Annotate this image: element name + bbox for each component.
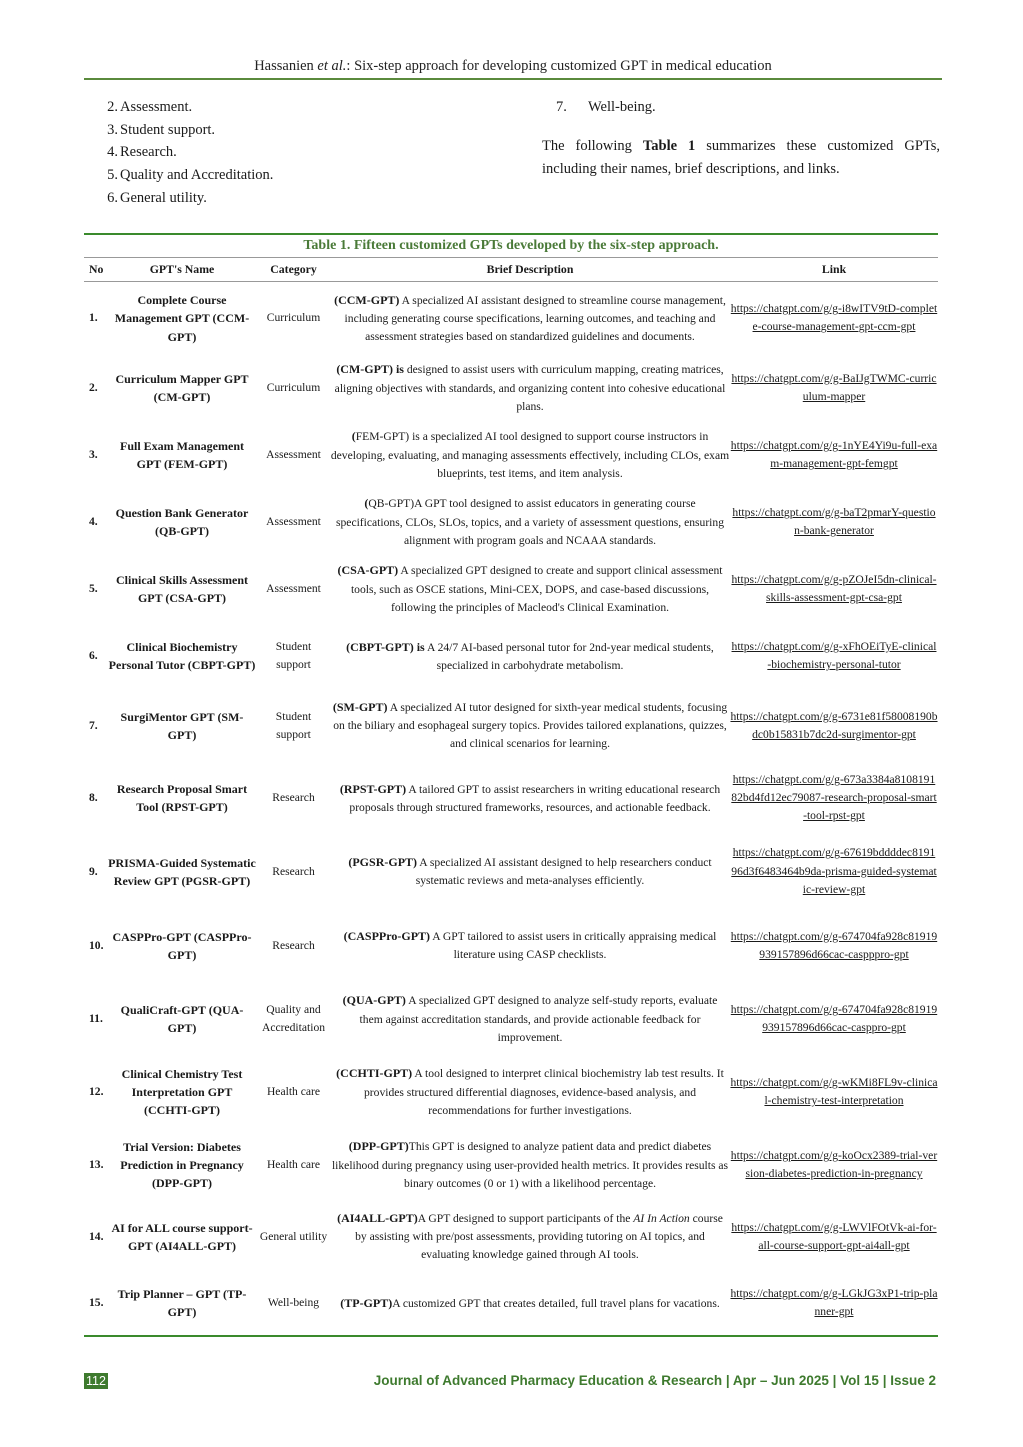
gpt-link[interactable]: https://chatgpt.com/g/g-674704fa928c81919939157896d66cac-casppro-gpt: [730, 1003, 938, 1035]
cell-category: Health care: [266, 1158, 321, 1172]
description-text: A specialized AI assistant designed to help researchers conduct systematic reviews and meta-analyses efficiently.: [415, 856, 712, 888]
cell-no: 4.: [89, 515, 98, 529]
gpt-link[interactable]: https://chatgpt.com/g/g-673a3384a810819182bd4fd12ec79087-research-proposal-smart-tool-rpst-gpt: [731, 772, 937, 823]
header-name: GPT's Name: [107, 258, 257, 282]
cell-description: [330, 1272, 730, 1335]
cell-no: 11.: [89, 1012, 103, 1026]
cell-link: [730, 909, 938, 983]
gpt-abbreviation: (SM-GPT): [332, 699, 388, 714]
running-head-title: : Six-step approach for developing customized GPT in medical education: [346, 58, 772, 74]
table-row: [84, 1056, 938, 1129]
table-reference: Table 1: [642, 137, 696, 154]
left-column: [84, 96, 494, 210]
table-row: [84, 1272, 938, 1335]
table-row: [84, 909, 938, 983]
gpt-link[interactable]: https://chatgpt.com/g/g-koOcx2389-trial-version-diabetes-prediction-in-pregnancy: [730, 1149, 938, 1181]
table-row: [84, 489, 938, 556]
table-row: [84, 835, 938, 909]
gpt-link[interactable]: https://chatgpt.com/g/g-LGkJG3xP1-trip-planner-gpt: [730, 1287, 938, 1319]
cell-category: Health care: [266, 1085, 321, 1099]
list-item: 6. General utility.: [107, 189, 207, 206]
cell-link: [730, 1272, 938, 1335]
table-caption: Table 1. Fifteen customized GPTs developed by the six-step approach.: [303, 238, 719, 253]
cell-no: 15.: [89, 1296, 104, 1310]
cell-no: 14.: [89, 1229, 104, 1243]
cell-description: [330, 1129, 730, 1202]
cell-description: [330, 489, 730, 556]
description-text: A specialized AI assistant designed to streamline course management, including generating course specifications, learning outcomes, and teaching and assessment strategies based on standardized guidelines and documents.: [344, 293, 726, 344]
category-list-left: [84, 96, 494, 210]
table-row: [84, 623, 938, 690]
table-header-row: [84, 258, 938, 282]
cell-link: [730, 489, 938, 556]
cell-gpt-name: Question Bank Generator (QB-GPT): [115, 506, 249, 539]
cell-no: 10.: [89, 938, 104, 952]
description-text: A customized GPT that creates detailed, full travel plans for vacations.: [392, 1296, 720, 1310]
cell-category: Quality and Accreditation: [261, 1003, 326, 1035]
cell-gpt-name: Trial Version: Diabetes Prediction in Pregnancy (DPP-GPT): [120, 1139, 244, 1191]
table-row: [84, 690, 938, 762]
cell-link: [730, 762, 938, 835]
cell-description: [330, 909, 730, 983]
cell-gpt-name: Clinical Chemistry Test Interpretation GPT (CCHTI-GPT): [121, 1066, 243, 1118]
running-head-authors: Hassanien: [254, 58, 314, 74]
cell-gpt-name: QualiCraft-GPT (QUA-GPT): [120, 1003, 244, 1036]
description-text: A specialized GPT designed to create and support clinical assessment tools, such as OSCE stations, Mini-CEX, DOPS, and case-based discussions, following the principles of Macleod's Clinical Examination.: [350, 564, 723, 614]
list-item: 2. Assessment.: [107, 99, 193, 115]
cell-category: Research: [272, 791, 315, 805]
gpt-abbreviation: (: [351, 429, 356, 444]
page-footer: [84, 1373, 938, 1391]
gpt-abbreviation: (RPST-GPT): [339, 781, 407, 796]
cell-link: [730, 556, 938, 623]
cell-category: Research: [272, 864, 315, 878]
gpt-link[interactable]: https://chatgpt.com/g/g-BaIJgTWMC-curriculum-mapper: [731, 372, 937, 404]
gpt-abbreviation: (: [364, 496, 369, 511]
table-bottom-rule: [84, 1335, 938, 1337]
cell-link: [730, 623, 938, 690]
gpt-abbreviation: (PGSR-GPT): [348, 855, 418, 869]
cell-category: Student support: [275, 709, 312, 741]
table-row: [84, 983, 938, 1056]
cell-gpt-name: PRISMA-Guided Systematic Review GPT (PGSR-GPT): [108, 855, 256, 888]
header-rule: [84, 78, 942, 80]
gpt-link[interactable]: https://chatgpt.com/g/g-LWVlFOtVk-ai-for-all-course-support-gpt-ai4all-gpt: [731, 1220, 937, 1252]
cell-category: Assessment: [266, 515, 321, 529]
header-no: No: [84, 258, 107, 282]
cell-description: [330, 355, 730, 422]
cell-category: Curriculum: [266, 381, 321, 395]
cell-description: [330, 282, 730, 355]
description-text: A GPT tailored to assist users in critically appraising medical literature using CASP checklists.: [430, 930, 717, 962]
cell-gpt-name: Clinical Biochemistry Personal Tutor (CBPT-GPT): [108, 640, 256, 673]
cell-link: [730, 690, 938, 762]
cell-gpt-name: Curriculum Mapper GPT (CM-GPT): [115, 372, 249, 405]
gpt-table: [84, 257, 938, 1335]
journal-citation: Journal of Advanced Pharmacy Education & Research | Apr – Jun 2025 | Vol 15 | Issue 2: [373, 1373, 936, 1388]
running-head: [84, 58, 942, 75]
cell-no: 13.: [89, 1158, 104, 1172]
cell-no: 9.: [89, 864, 98, 878]
gpt-link[interactable]: https://chatgpt.com/g/g-67619bddddec819196d3f6483464b9da-prisma-guided-systematic-review-gpt: [731, 846, 937, 896]
page-number: 112: [86, 1374, 106, 1388]
cell-no: 12.: [89, 1085, 104, 1099]
table-1: [84, 233, 938, 1337]
gpt-abbreviation: (CSA-GPT): [337, 563, 399, 578]
description-text: This GPT is designed to analyze patient data and predict diabetes likelihood during pregnancy using user-provided health metrics. It provides results as binary outcomes (0 or 1) with a likelihood percentage.: [331, 1140, 729, 1190]
description-text: designed to assist users with curriculum mapping, creating matrices, aligning objectives with standards, and organizing content into cohesive educational plans.: [334, 363, 726, 413]
cell-no: 8.: [89, 791, 98, 805]
gpt-link[interactable]: https://chatgpt.com/g/g-xFhOEiTyE-clinical-biochemistry-personal-tutor: [731, 640, 937, 672]
cell-description: [330, 1056, 730, 1129]
description-text: FEM-GPT) is a specialized AI tool designed to support course instructors in developing, evaluating, and managing assessments effectively, including CLOs, exam blueprints, test items, and item analysis.: [330, 430, 730, 480]
table-row: [84, 282, 938, 355]
cell-gpt-name: Research Proposal Smart Tool (RPST-GPT): [116, 782, 248, 815]
gpt-abbreviation: (AI4ALL-GPT): [337, 1210, 418, 1225]
header-category: Category: [257, 258, 330, 282]
table-row: [84, 1202, 938, 1272]
right-column: [542, 96, 940, 181]
cell-no: 5.: [89, 582, 98, 596]
cell-no: 7.: [89, 718, 98, 732]
cell-link: [730, 282, 938, 355]
description-text: A 24/7 AI-based personal tutor for 2nd-year medical students, specialized in carbohydrate metabolism.: [424, 640, 714, 672]
table-row: [84, 556, 938, 623]
table-row: [84, 355, 938, 422]
cell-gpt-name: Trip Planner – GPT (TP-GPT): [117, 1287, 247, 1320]
cell-link: [730, 1129, 938, 1202]
gpt-abbreviation: (CCHTI-GPT): [336, 1066, 413, 1081]
cell-description: [330, 835, 730, 909]
gpt-link[interactable]: https://chatgpt.com/g/g-pZOJeI5dn-clinical-skills-assessment-gpt-csa-gpt: [731, 573, 937, 605]
cell-category: Assessment: [266, 582, 321, 596]
cell-description: [330, 762, 730, 835]
list-item: 4. Research.: [107, 144, 177, 161]
description-text: A tailored GPT to assist researchers in writing educational research proposals through structured frameworks, resources, and actionable feedback.: [349, 782, 721, 814]
cell-gpt-name: Full Exam Management GPT (FEM-GPT): [120, 439, 244, 472]
list-item: 7. Well-being.: [556, 99, 656, 115]
cell-category: Well-being: [267, 1296, 320, 1310]
cell-link: [730, 355, 938, 422]
cell-description: [330, 556, 730, 623]
cell-no: 3.: [89, 448, 98, 462]
gpt-abbreviation: (CCM-GPT): [334, 292, 400, 307]
cell-gpt-name: CASPPro-GPT (CASPPro-GPT): [112, 929, 252, 962]
cell-gpt-name: SurgiMentor GPT (SM-GPT): [120, 709, 244, 742]
cell-description: [330, 983, 730, 1056]
description-text: QB-GPT)A GPT tool designed to assist educators in generating course specifications, CLOs, SLOs, topics, and a variety of assessment questions, ensuring alignment with program goals and NCAAA standards.: [335, 497, 724, 547]
gpt-link[interactable]: https://chatgpt.com/g/g-1nYE4Yi9u-full-exam-management-gpt-femgpt: [730, 439, 938, 471]
intro-paragraph: The following Table 1 summarizes these customized GPTs, including their names, brief descriptions, and links.: [542, 137, 941, 177]
cell-link: [730, 1202, 938, 1272]
gpt-link[interactable]: https://chatgpt.com/g/g-6731e81f58008190bdc0b15831b7dc2d-surgimentor-gpt: [730, 709, 938, 741]
gpt-abbreviation: (CBPT-GPT) is: [346, 639, 425, 654]
cell-link: [730, 835, 938, 909]
gpt-abbreviation: (QUA-GPT): [342, 993, 406, 1008]
cell-gpt-name: Complete Course Management GPT (CCM-GPT): [114, 293, 250, 344]
cell-category: General utility: [259, 1229, 328, 1243]
cell-description: [330, 422, 730, 489]
table-row: [84, 422, 938, 489]
header-link: Link: [730, 258, 938, 282]
gpt-link[interactable]: https://chatgpt.com/g/g-674704fa928c81919939157896d66cac-caspppro-gpt: [730, 929, 938, 961]
description-text: A specialized GPT designed to analyze self-study reports, evaluate them against accreditation standards, and provide actionable feedback for improvement.: [359, 994, 718, 1044]
gpt-abbreviation: (TP-GPT): [340, 1295, 393, 1310]
table-row: [84, 762, 938, 835]
list-item: 3. Student support.: [107, 121, 216, 138]
cell-category: Research: [272, 938, 315, 952]
cell-description: [330, 1202, 730, 1272]
gpt-abbreviation: (DPP-GPT): [348, 1139, 409, 1154]
description-text: A tool designed to interpret clinical biochemistry lab test results. It provides structured differential diagnoses, evidence-based analysis, and recommendations for further investigations.: [363, 1067, 724, 1117]
header-description: Brief Description: [330, 258, 730, 282]
cell-gpt-name: AI for ALL course support-GPT (AI4ALL-GPT): [111, 1220, 253, 1253]
table-row: [84, 1129, 938, 1202]
cell-no: 1.: [89, 311, 98, 325]
list-item: 5. Quality and Accreditation.: [107, 167, 274, 184]
cell-link: [730, 422, 938, 489]
cell-no: 6.: [89, 649, 98, 663]
cell-description: [330, 623, 730, 690]
cell-link: [730, 983, 938, 1056]
running-head-etal: et al.: [317, 58, 347, 74]
category-list-right: [542, 96, 940, 119]
gpt-abbreviation: (CASPPro-GPT): [343, 929, 431, 943]
cell-category: Student support: [275, 640, 312, 672]
cell-category: Curriculum: [266, 311, 321, 325]
gpt-link[interactable]: https://chatgpt.com/g/g-wKMi8FL9v-clinical-chemistry-test-interpretation: [730, 1076, 938, 1108]
cell-no: 2.: [89, 381, 98, 395]
description-text: A GPT designed to support participants of the AI In Action course by assisting with pre/post assessments, providing tutoring on AI topics, and evaluating knowledge gained through AI tools.: [355, 1211, 723, 1262]
cell-gpt-name: Clinical Skills Assessment GPT (CSA-GPT): [115, 573, 249, 606]
description-text: A specialized AI tutor designed for sixth-year medical students, focusing on the biliary and esophageal surgery topics. Provides tailored explanations, quizzes, and clinical scenarios for learning.: [333, 700, 728, 751]
cell-category: Assessment: [266, 448, 321, 462]
gpt-link[interactable]: https://chatgpt.com/g/g-i8wITV9tD-complete-course-management-gpt-ccm-gpt: [730, 302, 938, 334]
gpt-abbreviation: (CM-GPT) is: [336, 362, 404, 377]
cell-description: [330, 690, 730, 762]
cell-link: [730, 1056, 938, 1129]
gpt-link[interactable]: https://chatgpt.com/g/g-baT2pmarY-question-bank-generator: [732, 506, 936, 538]
